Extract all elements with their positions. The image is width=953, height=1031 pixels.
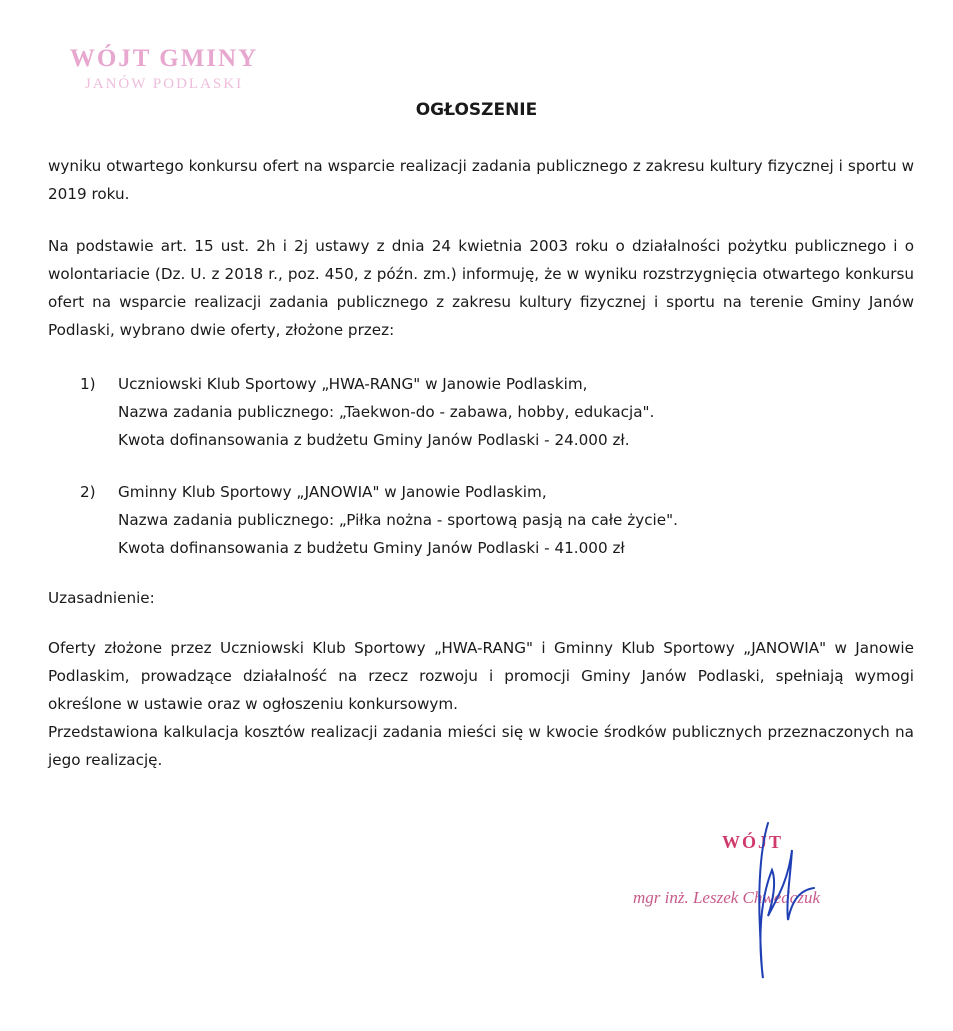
offer-amount: Kwota dofinansowania z budżetu Gminy Janów Podlaski - 24.000 zł. xyxy=(118,431,630,449)
offer-club: Gminny Klub Sportowy „JANOWIA" w Janowie Podlaskim, xyxy=(118,483,547,501)
signature-block xyxy=(600,820,920,1020)
offer-club: Uczniowski Klub Sportowy „HWA-RANG" w Janowie Podlaskim, xyxy=(118,375,588,393)
offer-amount: Kwota dofinansowania z budżetu Gminy Janów Podlaski - 41.000 zł xyxy=(118,539,625,557)
signature-stamp-title: WÓJT xyxy=(722,832,784,852)
justification-label: Uzasadnienie: xyxy=(48,589,155,607)
stamp-line-2: JANÓW PODLASKI xyxy=(84,76,244,92)
offer-number: 2) xyxy=(80,483,96,501)
offer-task: Nazwa zadania publicznego: „Piłka nożna - sportową pasją na całe życie". xyxy=(118,511,678,529)
offer-number: 1) xyxy=(80,375,96,393)
signature-name: mgr inż. Leszek Chwedczuk xyxy=(633,888,820,907)
stamp-line-1: WÓJT GMINY xyxy=(69,45,259,72)
intro-paragraph: wyniku otwartego konkursu ofert na wsparcie realizacji zadania publicznego z zakresu kultury fizycznej i sportu w 2019 roku. xyxy=(48,157,914,203)
legal-basis-paragraph: Na podstawie art. 15 ust. 2h i 2j ustawy z dnia 24 kwietnia 2003 roku o działalności pożytku publicznego i o wolontariacie (Dz. U. z 2018 r., poz. 450, z późn. zm.) informuję, że w wyniku rozstrzygnięcia otwartego konkursu ofert na wsparcie realizacji zadania publicznego z zakresu kultury fizycznej i sportu na terenie Gminy Janów Podlaski, wybrano dwie oferty, złożone przez: xyxy=(48,237,914,339)
office-stamp xyxy=(44,44,284,94)
calculation-paragraph: Przedstawiona kalkulacja kosztów realizacji zadania mieści się w kwocie środków publicznych przeznaczonych na jego realizację. xyxy=(48,723,914,769)
justification-paragraph: Oferty złożone przez Uczniowski Klub Sportowy „HWA-RANG" i Gminny Klub Sportowy „JANOWIA" w Janowie Podlaskim, prowadzące działalność na rzecz rozwoju i promocji Gminy Janów Podlaski, spełniają wymogi określone w ustawie oraz w ogłoszeniu konkursowym. xyxy=(48,639,914,713)
handwritten-signature-icon xyxy=(600,820,920,1020)
document-title: OGŁOSZENIE xyxy=(415,100,538,120)
offer-task: Nazwa zadania publicznego: „Taekwon-do - zabawa, hobby, edukacja". xyxy=(118,403,655,421)
